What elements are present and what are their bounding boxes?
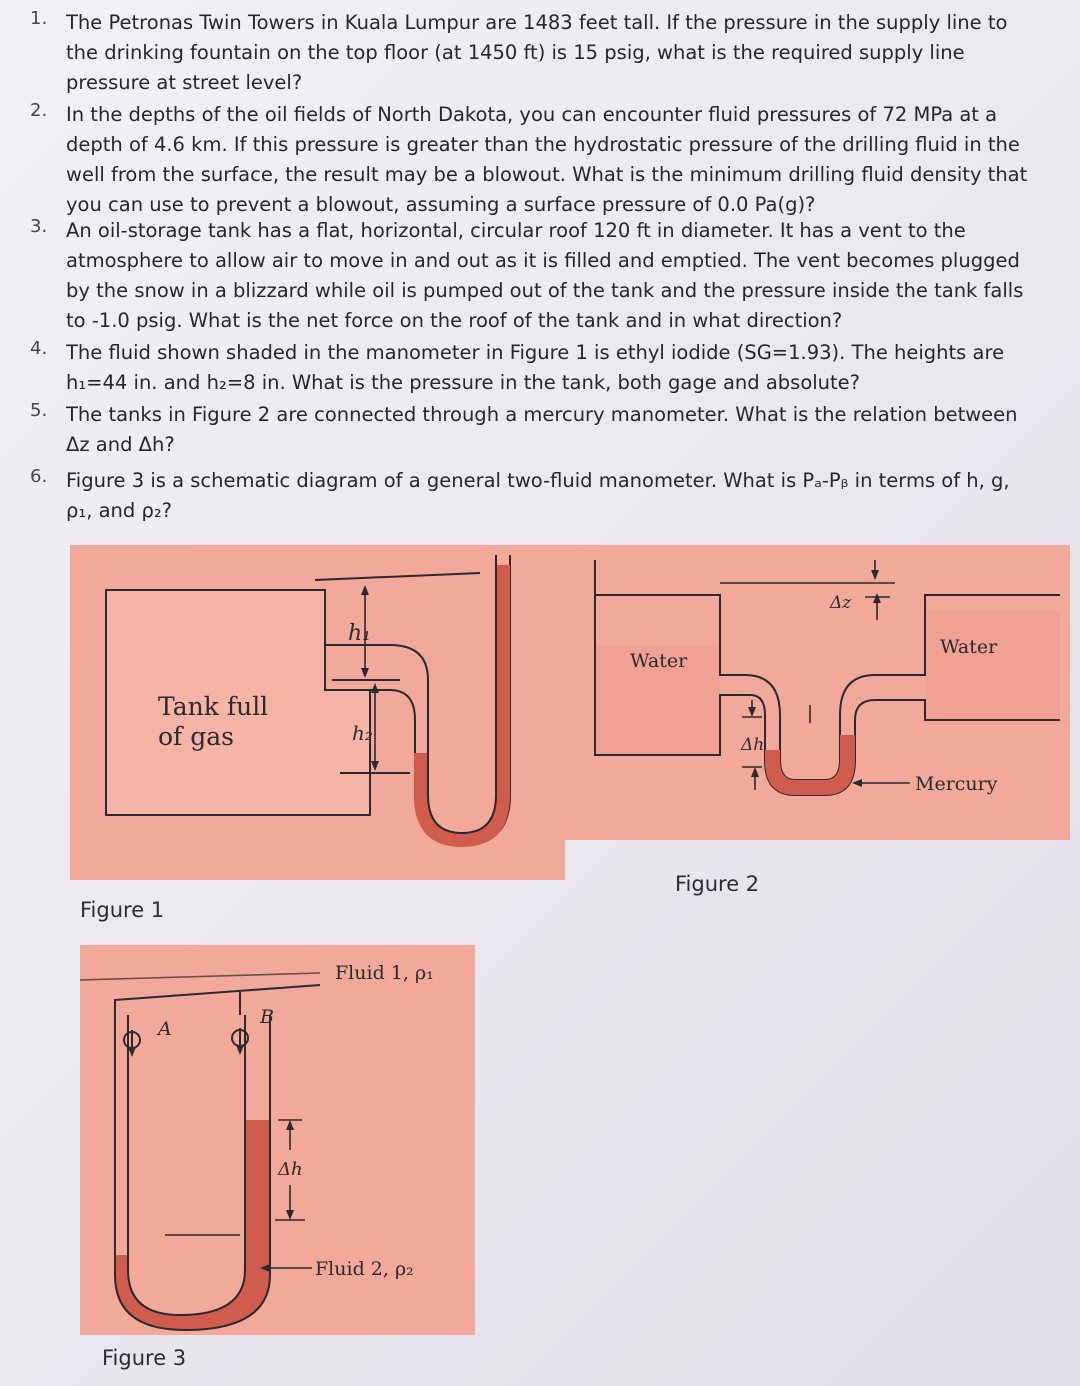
left-water-label: Water xyxy=(630,650,688,672)
tank-label-line-1: Tank full xyxy=(158,692,269,721)
label-a: A xyxy=(158,1018,172,1040)
h2-label: h₂ xyxy=(352,721,373,745)
problem-number: 3. xyxy=(30,216,48,237)
problem-text: The tanks in Figure 2 are connected through a mercury manometer. What is the relation between Δz and Δh? xyxy=(66,403,1018,456)
problem-number: 4. xyxy=(30,338,48,359)
mercury-label: Mercury xyxy=(915,773,998,795)
problem-number: 2. xyxy=(30,100,48,121)
tank-label-line-2: of gas xyxy=(158,722,234,751)
problem-number: 5. xyxy=(30,400,48,421)
h1-label: h₁ xyxy=(348,621,371,646)
figure-2-caption: Figure 2 xyxy=(675,872,760,896)
figure-3-manometer xyxy=(80,945,475,1335)
dh-label: Δh xyxy=(278,1159,303,1180)
figure-2-drawing xyxy=(555,545,1070,840)
dz-label: Δz xyxy=(830,593,852,613)
figure-3-caption: Figure 3 xyxy=(102,1346,187,1370)
problem-text: An oil-storage tank has a flat, horizontal, circular roof 120 ft in diameter. It has a vent to the atmosphere to allow air to move in and out as it is filled and emptied. The vent becomes plugged by the snow in a blizzard while oil is pumped out of the tank and the pressure inside the tank falls to -1.0 psig. What is the net force on the roof of the tank and in what direction? xyxy=(66,219,1024,332)
problem-text: The fluid shown shaded in the manometer in Figure 1 is ethyl iodide (SG=1.93). The heights are h₁=44 in. and h₂=8 in. What is the pressure in the tank, both gage and absolute? xyxy=(66,341,1005,394)
figure-1-manometer xyxy=(70,545,565,880)
fluid-2-label: Fluid 2, ρ₂ xyxy=(315,1258,414,1280)
right-tank-water xyxy=(925,610,1060,720)
problem-number: 6. xyxy=(30,466,48,487)
figure-3-drawing xyxy=(80,945,475,1335)
problem-number: 1. xyxy=(30,8,48,29)
label-b: B xyxy=(260,1006,274,1028)
figure-1-caption: Figure 1 xyxy=(80,898,165,922)
right-water-label: Water xyxy=(940,636,998,658)
problem-text: In the depths of the oil fields of North Dakota, you can encounter fluid pressures of 72 MPa at a depth of 4.6 km. If this pressure is greater than the hydrostatic pressure of the drilling fluid in the well from the surface, the result may be a blowout. What is the minimum drilling fluid density that you can use to prevent a blowout, assuming a surface pressure of 0.0 Pa(g)? xyxy=(66,103,1028,216)
figure-2-manometer xyxy=(555,545,1070,840)
figure-1-drawing xyxy=(70,545,565,880)
fluid-1-label: Fluid 1, ρ₁ xyxy=(335,962,434,984)
problem-text: The Petronas Twin Towers in Kuala Lumpur are 1483 feet tall. If the pressure in the supply line to the drinking fountain on the top floor (at 1450 ft) is 15 psig, what is the required supply line pressure at street level? xyxy=(66,11,1008,94)
figure-3-background xyxy=(80,945,475,1335)
dh-label: Δh xyxy=(741,735,765,755)
problem-text: Figure 3 is a schematic diagram of a general two-fluid manometer. What is Pₐ-Pᵦ in terms of h, g, ρ₁, and ρ₂? xyxy=(66,469,1010,522)
